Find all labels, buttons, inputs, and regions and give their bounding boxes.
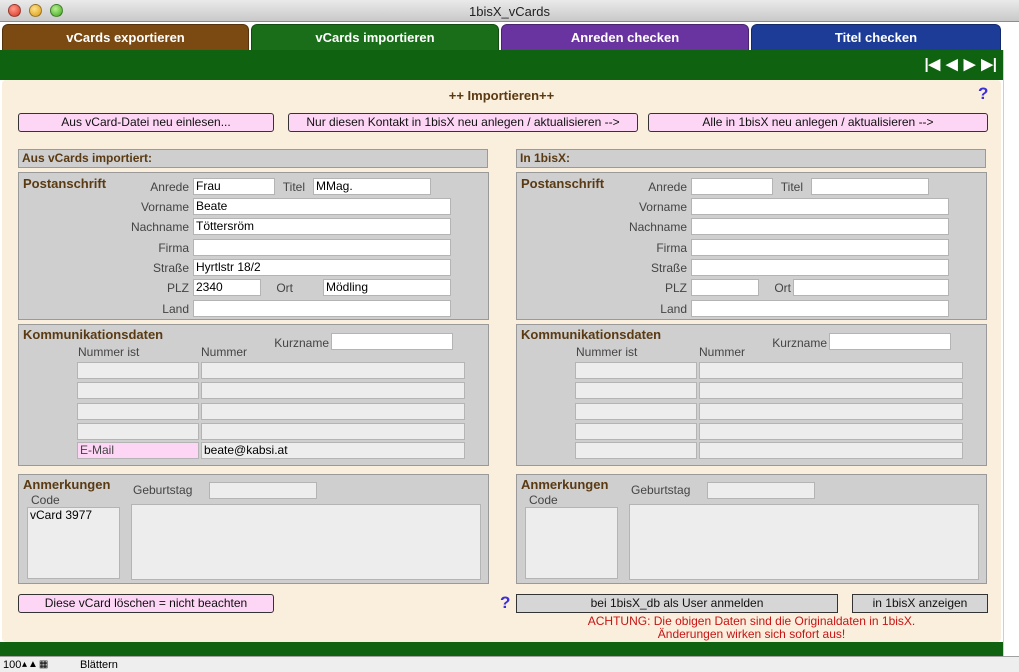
code-label: Code <box>31 493 60 507</box>
vertical-scrollbar[interactable] <box>1003 50 1019 656</box>
code-field[interactable] <box>525 507 618 579</box>
comm-number-field[interactable] <box>699 403 963 420</box>
comm-type-field[interactable] <box>575 442 697 459</box>
nachname-field[interactable] <box>691 218 949 235</box>
comm-type-field[interactable] <box>77 423 199 440</box>
land-label: Land <box>660 302 687 316</box>
firma-field[interactable] <box>193 239 451 256</box>
delete-vcard-button[interactable]: Diese vCard löschen = nicht beachten <box>18 594 274 613</box>
record-navigation-bar <box>0 50 1003 80</box>
create-this-contact-button[interactable]: Nur diesen Kontakt in 1bisX neu anlegen / aktualisieren --> <box>288 113 638 132</box>
section-title: Postanschrift <box>521 176 605 191</box>
tab-titel-checken[interactable]: Titel checken <box>751 24 1001 50</box>
code-label: Code <box>529 493 558 507</box>
warning-line-2: Änderungen wirken sich sofort aus! <box>657 627 846 641</box>
firma-label: Firma <box>656 241 687 255</box>
help-icon[interactable]: ? <box>978 84 989 103</box>
help-icon[interactable]: ? <box>500 593 511 612</box>
create-all-button[interactable]: Alle in 1bisX neu anlegen / aktualisieren --> <box>648 113 988 132</box>
anrede-label: Anrede <box>150 180 189 194</box>
first-record-icon[interactable]: |◀ <box>924 56 941 73</box>
left-remarks-section <box>18 474 489 584</box>
strasse-field[interactable]: Hyrtlstr 18/2 <box>193 259 451 276</box>
ort-field[interactable] <box>793 279 949 296</box>
strasse-field[interactable] <box>691 259 949 276</box>
remarks-field[interactable] <box>629 504 979 580</box>
kurzname-field[interactable] <box>829 333 951 350</box>
tab-vcards-exportieren[interactable]: vCards exportieren <box>2 24 249 50</box>
right-column-header: In 1bisX: <box>516 149 986 168</box>
land-field[interactable] <box>193 300 451 317</box>
comm-type-field[interactable] <box>575 423 697 440</box>
vorname-field[interactable]: Beate <box>193 198 451 215</box>
land-label: Land <box>162 302 189 316</box>
right-remarks-section <box>516 474 987 584</box>
comm-number-field[interactable] <box>699 423 963 440</box>
ort-label: Ort <box>774 281 791 295</box>
comm-number-field[interactable] <box>699 362 963 379</box>
kurzname-label: Kurzname <box>772 336 827 350</box>
comm-number-field[interactable] <box>201 403 465 420</box>
right-postal-section <box>516 172 987 320</box>
strasse-label: Straße <box>650 261 687 275</box>
next-record-icon[interactable]: ▶ <box>963 56 976 73</box>
anrede-field[interactable] <box>691 178 773 195</box>
comm-type-field[interactable] <box>77 362 199 379</box>
left-postal-section <box>18 172 489 320</box>
page-title: ++ Importieren++ <box>448 88 555 103</box>
nachname-label: Nachname <box>130 220 189 234</box>
geburtstag-label: Geburtstag <box>631 483 691 497</box>
left-column-header: Aus vCards importiert: <box>18 149 488 168</box>
titel-label: Titel <box>780 180 803 194</box>
status-bar <box>0 656 1019 672</box>
comm-number-field[interactable]: beate@kabsi.at <box>201 442 465 459</box>
section-title: Kommunikationsdaten <box>521 327 662 342</box>
nummer-ist-label: Nummer ist <box>576 345 638 359</box>
ort-field[interactable]: Mödling <box>323 279 451 296</box>
comm-type-field[interactable] <box>575 362 697 379</box>
zoom-controls-icon[interactable]: ▴▲▦ <box>22 659 50 670</box>
section-title: Kommunikationsdaten <box>23 327 164 342</box>
login-button[interactable]: bei 1bisX_db als User anmelden <box>516 594 838 613</box>
remarks-field[interactable] <box>131 504 481 580</box>
kurzname-field[interactable] <box>331 333 453 350</box>
anrede-field[interactable]: Frau <box>193 178 275 195</box>
strasse-label: Straße <box>152 261 189 275</box>
left-communication-section <box>18 324 489 466</box>
vorname-label: Vorname <box>638 200 687 214</box>
comm-number-field[interactable] <box>699 382 963 399</box>
comm-type-field[interactable] <box>77 403 199 420</box>
vorname-label: Vorname <box>140 200 189 214</box>
window-titlebar <box>0 0 1019 22</box>
anrede-label: Anrede <box>648 180 687 194</box>
plz-field[interactable] <box>691 279 759 296</box>
firma-field[interactable] <box>691 239 949 256</box>
plz-field[interactable]: 2340 <box>193 279 261 296</box>
section-title: Anmerkungen <box>521 477 609 492</box>
mode-indicator[interactable]: Blättern <box>80 659 118 671</box>
section-title: Postanschrift <box>23 176 107 191</box>
geburtstag-field[interactable] <box>209 482 317 499</box>
comm-number-field[interactable] <box>699 442 963 459</box>
geburtstag-label: Geburtstag <box>133 483 193 497</box>
comm-type-field[interactable] <box>77 382 199 399</box>
comm-number-field[interactable] <box>201 423 465 440</box>
comm-number-field[interactable] <box>201 362 465 379</box>
plz-label: PLZ <box>166 281 189 295</box>
plz-label: PLZ <box>664 281 687 295</box>
footer-band <box>0 642 1003 656</box>
firma-label: Firma <box>158 241 189 255</box>
titel-field[interactable]: MMag. <box>313 178 431 195</box>
warning-line-1: ACHTUNG: Die obigen Daten sind die Originaldaten in 1bisX. <box>587 614 916 628</box>
tab-anreden-checken[interactable]: Anreden checken <box>501 24 749 50</box>
code-field[interactable]: vCard 3977 <box>27 507 120 579</box>
show-in-1bisx-button[interactable]: in 1bisX anzeigen <box>852 594 988 613</box>
geburtstag-field[interactable] <box>707 482 815 499</box>
zoom-level[interactable]: 100 <box>3 659 22 671</box>
land-field[interactable] <box>691 300 949 317</box>
comm-type-field[interactable]: E-Mail <box>77 442 199 459</box>
reload-vcard-button[interactable]: Aus vCard-Datei neu einlesen... <box>18 113 274 132</box>
nummer-ist-label: Nummer ist <box>78 345 140 359</box>
previous-record-icon[interactable]: ◀ <box>946 56 958 73</box>
last-record-icon[interactable]: ▶| <box>981 56 997 73</box>
vorname-field[interactable] <box>691 198 949 215</box>
import-panel <box>2 80 1001 642</box>
ort-label: Ort <box>276 281 293 295</box>
titel-label: Titel <box>282 180 305 194</box>
kurzname-label: Kurzname <box>274 336 329 350</box>
nummer-label: Nummer <box>699 345 746 359</box>
section-title: Anmerkungen <box>23 477 111 492</box>
nachname-label: Nachname <box>628 220 687 234</box>
tab-bar <box>0 22 1019 50</box>
nachname-field[interactable]: Töttersröm <box>193 218 451 235</box>
nummer-label: Nummer <box>201 345 248 359</box>
tab-vcards-importieren[interactable]: vCards importieren <box>251 24 499 50</box>
right-communication-section <box>516 324 987 466</box>
titel-field[interactable] <box>811 178 929 195</box>
comm-type-field[interactable] <box>575 403 697 420</box>
window-title: 1bisX_vCards <box>469 4 550 19</box>
comm-number-field[interactable] <box>201 382 465 399</box>
comm-type-field[interactable] <box>575 382 697 399</box>
